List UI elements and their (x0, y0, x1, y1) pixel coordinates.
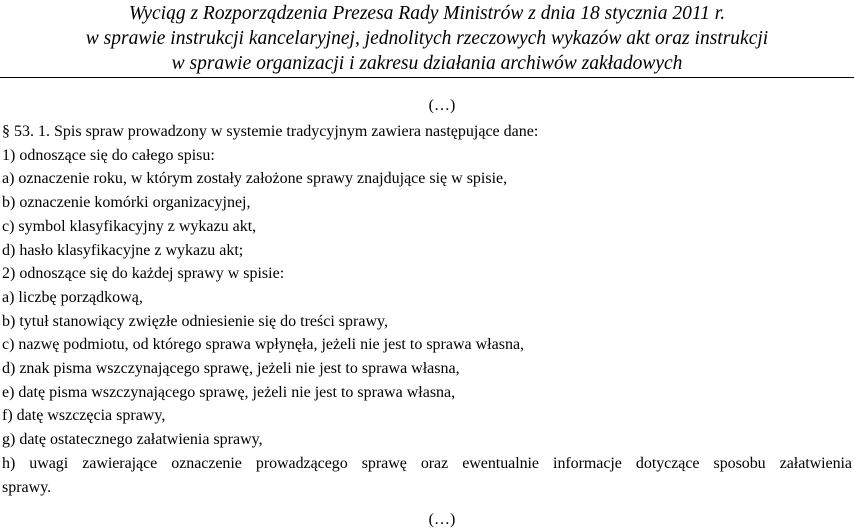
list-item: c) symbol klasyfikacyjny z wykazu akt, (2, 217, 257, 235)
list-item: h) uwagi zawierające oznaczenie prowadzącego sprawę oraz ewentualnie informacje dotyczące sposobu załatwienia (2, 454, 852, 472)
list-item: b) tytuł stanowiący zwięzłe odniesienie się do treści sprawy, (2, 312, 388, 330)
ellipsis-bottom: (…) (428, 511, 456, 528)
header-title-line-2: w sprawie instrukcji kancelaryjnej, jednolitych rzeczowych wykazów akt oraz instrukcji (85, 28, 769, 49)
list-item: e) datę pisma wszczynającego sprawę, jeżeli nie jest to sprawa własna, (2, 383, 456, 401)
header-title-line-1: Wyciąg z Rozporządzenia Prezesa Rady Ministrów z dnia 18 stycznia 2011 r. (128, 3, 726, 24)
list-item: b) oznaczenie komórki organizacyjnej, (2, 194, 251, 212)
document-header (0, 0, 854, 76)
list-item: g) datę ostatecznego załatwienia sprawy, (2, 431, 263, 449)
list-item: f) datę wszczęcia sprawy, (2, 407, 166, 425)
list-item-continuation: sprawy. (2, 478, 52, 496)
list-item: a) oznaczenie roku, w którym zostały założone sprawy znajdujące się w spisie, (2, 170, 508, 188)
regulation-text (2, 120, 852, 499)
paragraph-heading: § 53. 1. Spis spraw prowadzony w systemie tradycyjnym zawiera następujące dane: (2, 123, 539, 140)
list-item: c) nazwę podmiotu, od którego sprawa wpłynęła, jeżeli nie jest to sprawa własna, (2, 336, 525, 354)
ellipsis-top: (…) (428, 97, 456, 114)
header-title-line-3: w sprawie organizacji i zakresu działania archiwów zakładowych (171, 53, 683, 74)
list-item: 1) odnoszące się do całego spisu: (2, 146, 215, 164)
list-item: d) znak pisma wszczynającego sprawę, jeżeli nie jest to sprawa własna, (2, 360, 460, 378)
header-divider (0, 77, 854, 78)
list-item: 2) odnoszące się do każdej sprawy w spisie: (2, 265, 285, 283)
list-item: d) hasło klasyfikacyjne z wykazu akt; (2, 241, 244, 259)
list-item: a) liczbę porządkową, (2, 288, 143, 306)
